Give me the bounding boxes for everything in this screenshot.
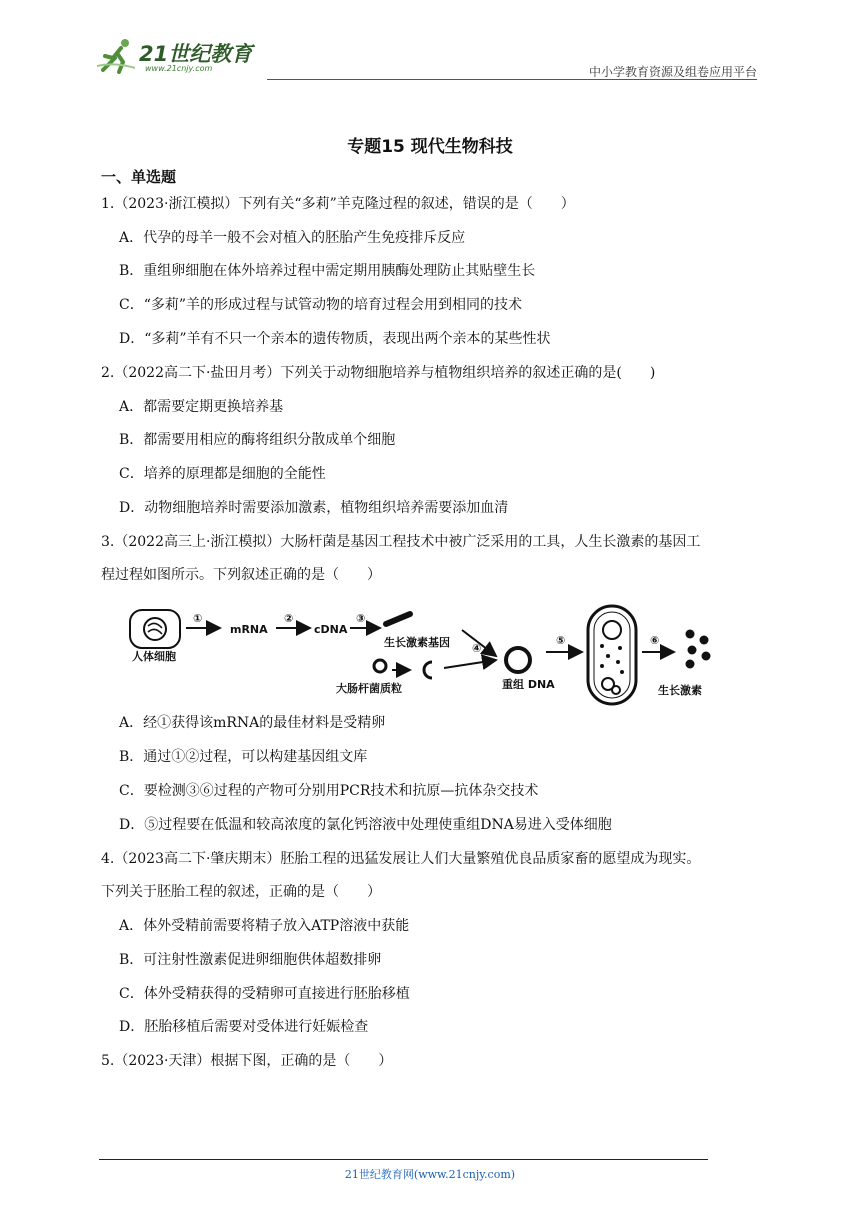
- question-4-stem-line1: 4.（2023高二下·肇庆期末）胚胎工程的迅猛发展让人们大量繁殖优良品质家畜的愿望成为现实。: [101, 851, 701, 867]
- question-2-option-c: C．培养的原理都是细胞的全能性: [119, 466, 326, 482]
- step-5-label: ⑤: [556, 634, 566, 647]
- question-3-stem-line2: 程过程如图所示。下列叙述正确的是（ ）: [101, 567, 381, 583]
- platform-label: 中小学教育资源及组卷应用平台: [588, 65, 757, 79]
- step-4-label: ④: [472, 642, 482, 655]
- header-divider: [267, 79, 757, 80]
- label-mrna: mRNA: [230, 623, 268, 636]
- label-cdna: cDNA: [314, 623, 348, 636]
- step-3-label: ③: [356, 612, 366, 625]
- question-2-stem: 2.（2022高二下·盐田月考）下列关于动物细胞培养与植物组织培养的叙述正确的是( ): [101, 365, 656, 381]
- ecoli-cell-icon: [588, 606, 636, 704]
- section-heading: 一、单选题: [101, 168, 177, 186]
- label-growth-hormone-gene: 生长激素基因: [384, 636, 450, 649]
- question-2-option-b: B．都需要用相应的酶将组织分散成单个细胞: [119, 432, 396, 448]
- question-2-option-d: D．动物细胞培养时需要添加激素，植物组织培养需要添加血清: [119, 500, 509, 516]
- question-4-option-b: B．可注射性激素促进卵细胞供体超数排卵: [119, 952, 382, 968]
- label-recombinant-dna: 重组 DNA: [502, 678, 555, 691]
- arrow-plasmid-to-recombinant: [444, 660, 496, 668]
- question-3-stem-line1: 3.（2022高三上·浙江模拟）大肠杆菌是基因工程技术中被广泛采用的工具，人生长激素的基因工: [101, 534, 701, 550]
- question-4-stem-line2: 下列关于胚胎工程的叙述，正确的是（ ）: [101, 884, 381, 900]
- question-1-option-b: B．重组卵细胞在体外培养过程中需定期用胰酶处理防止其贴壁生长: [119, 263, 536, 279]
- footer-divider: [99, 1159, 708, 1160]
- question-1-option-d: D．“多莉”羊有不只一个亲本的遗传物质，表现出两个亲本的某些性状: [119, 331, 551, 347]
- question-3-option-a: A．经①获得该mRNA的最佳材料是受精卵: [119, 715, 386, 731]
- step-6-label: ⑥: [650, 634, 660, 647]
- question-1-option-a: A．代孕的母羊一般不会对植入的胚胎产生免疫排斥反应: [119, 230, 466, 246]
- label-growth-hormone: 生长激素: [658, 684, 702, 697]
- question-1-option-c: C．“多莉”羊的形成过程与试管动物的培育过程会用到相同的技术: [119, 297, 523, 313]
- logo: [95, 36, 265, 78]
- label-human-cell: 人体细胞: [132, 650, 176, 663]
- page-header: [95, 36, 757, 78]
- cut-plasmid-icon: [424, 662, 432, 678]
- question-4-option-c: C．体外受精获得的受精卵可直接进行胚胎移植: [119, 986, 410, 1002]
- page-title: 专题15 现代生物科技: [347, 137, 513, 157]
- step-2-label: ②: [284, 612, 294, 625]
- question-3-option-c: C．要检测③⑥过程的产物可分别用PCR技术和抗原—抗体杂交技术: [119, 783, 539, 799]
- footer-link[interactable]: 21世纪教育网(www.21cnjy.com): [344, 1168, 516, 1181]
- question-4-option-a: A．体外受精前需要将精子放入ATP溶液中获能: [119, 918, 410, 934]
- question-5-stem: 5.（2023·天津）根据下图，正确的是（ ）: [101, 1053, 393, 1069]
- recombinant-dna-icon: [506, 648, 530, 672]
- runner-logo-icon: [95, 36, 141, 76]
- gene-fragment-icon: [386, 614, 410, 624]
- logo-url: www.21cnjy.com: [145, 64, 213, 73]
- question-3-option-d: D．⑤过程要在低温和较高浓度的氯化钙溶液中处理使重组DNA易进入受体细胞: [119, 817, 612, 833]
- gene-engineering-diagram: [118, 602, 738, 708]
- step-1-label: ①: [193, 612, 203, 625]
- question-3-option-b: B．通过①②过程，可以构建基因组文库: [119, 749, 368, 765]
- plasmid-icon: [374, 660, 386, 672]
- question-1-stem: 1.（2023·浙江模拟）下列有关“多莉”羊克隆过程的叙述，错误的是（ ）: [101, 196, 575, 212]
- question-4-option-d: D．胚胎移植后需要对受体进行妊娠检查: [119, 1019, 369, 1035]
- logo-text: 21世纪教育: [139, 42, 253, 66]
- question-2-option-a: A．都需要定期更换培养基: [119, 399, 284, 415]
- label-ecoli-plasmid: 大肠杆菌质粒: [336, 682, 402, 695]
- human-cell-icon: [130, 610, 180, 648]
- growth-hormone-icon: [686, 630, 711, 669]
